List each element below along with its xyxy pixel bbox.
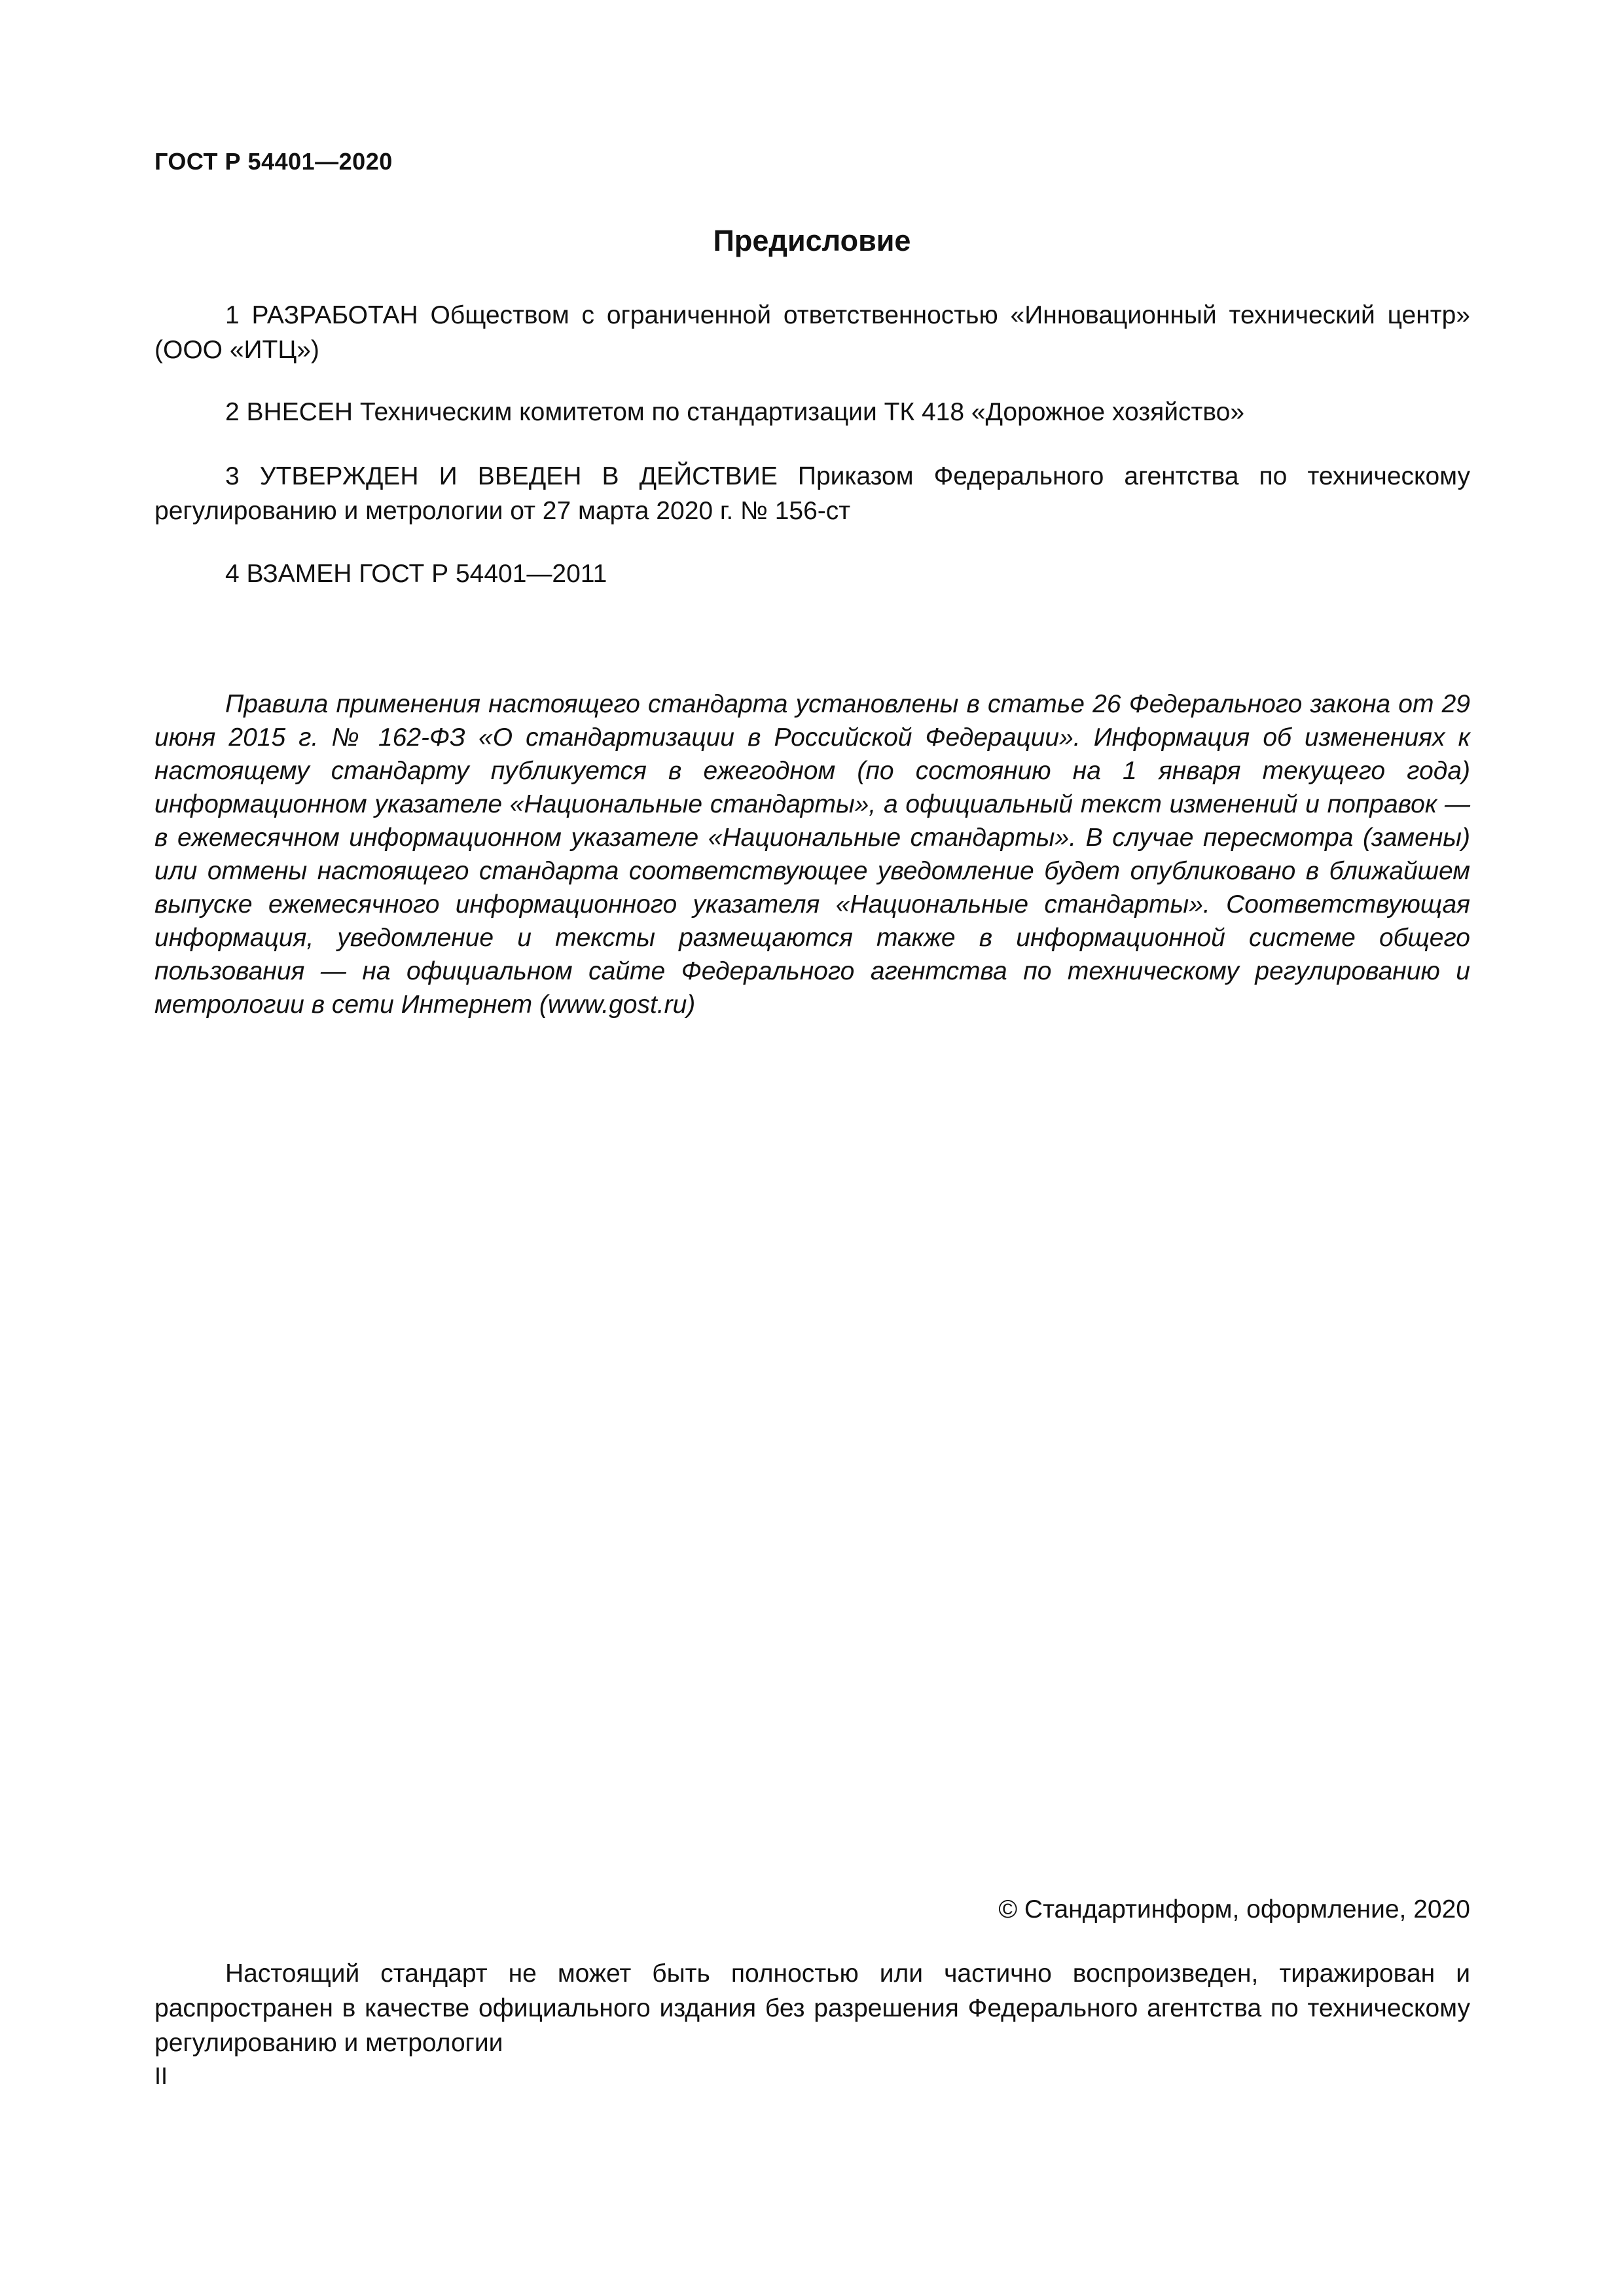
copyright-line: © Стандартинформ, оформление, 2020 [998,1895,1470,1923]
section-title: Предисловие [713,224,911,257]
foreword-item-replaces: 4 ВЗАМЕН ГОСТ Р 54401—2011 [225,560,607,588]
application-rules-note: Правила применения настоящего стандарта установлены в статье 26 Федерального закона от 29 июня 2015 г. № 162-ФЗ «О стандартизации в Российской Федерации». Информация об изменениях к настоящему стандарту публикуется в ежегодном (по состоянию на 1 января текущего года) информационном указателе «Национальные стандарты», а официальный текст изменений и поправок — в ежемесячном информационном указателе «Национальные стандарты». В случае пересмотра (замены) или отмены настоящего стандарта соответствующее уведомление будет опубликовано в ближайшем выпуске ежемесячного информационного указателя «Национальные стандарты». Соответствующая информация, уведомление и тексты размещаются также в информационной системе общего пользования — на официальном сайте Федерального агентства по техническому регулированию и метрологии в сети Интернет (www.gost.ru) [154,690,1470,1019]
document-id-header: ГОСТ Р 54401—2020 [154,148,393,175]
page-number: II [154,2062,168,2089]
foreword-item-developed: 1 РАЗРАБОТАН Обществом с ограниченной ответственностью «Инновационный технический центр» (ООО «ИТЦ») [154,301,1470,364]
reproduction-rights-notice: Настоящий стандарт не может быть полностью или частично воспроизведен, тиражирован и распространен в качестве официального издания без разрешения Федерального агентства по техническому регулированию и метрологии [154,1959,1470,2057]
foreword-item-submitted: 2 ВНЕСЕН Техническим комитетом по стандартизации ТК 418 «Дорожное хозяйство» [225,398,1245,426]
foreword-item-approved: 3 УТВЕРЖДЕН И ВВЕДЕН В ДЕЙСТВИЕ Приказом Федерального агентства по техническому регулированию и метрологии от 27 марта 2020 г. № 156-ст [154,462,1470,525]
